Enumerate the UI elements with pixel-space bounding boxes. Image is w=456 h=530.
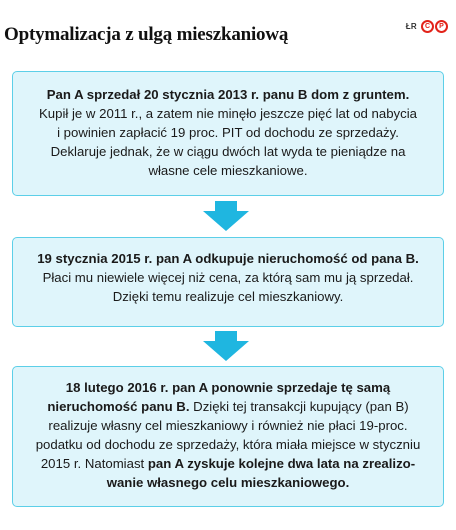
step-1-line-1 — [21, 85, 435, 104]
page-title: Optymalizacja z ulgą mieszkaniową — [4, 24, 289, 45]
step-1-line-5-text: własne cele mieszkaniowe. — [148, 163, 308, 178]
step-1-line-4-text: Deklaruje jednak, że w ciągu dwóch lat wyda te pieniądze na — [50, 144, 406, 159]
logo-letter-c: C — [421, 20, 434, 33]
step-2-line-2 — [21, 268, 435, 287]
step-3-line-6 — [21, 473, 435, 492]
step-2-line-1 — [21, 249, 435, 268]
publisher-logo — [421, 20, 448, 33]
step-3-line-3 — [21, 416, 435, 435]
step-3-line-3-text: realizuje własny cel mieszkaniowy i również nie płaci 19-proc. — [48, 418, 408, 433]
step-2-line-1-bold: 19 stycznia 2015 r. pan A odkupuje nieruchomość od pana B. — [37, 251, 419, 266]
step-box-2 — [12, 237, 444, 327]
step-3-line-2-bold: nieruchomość panu B. — [47, 399, 190, 414]
step-box-1 — [12, 71, 444, 196]
step-1-line-1-bold: Pan A sprzedał 20 stycznia 2013 r. panu B dom z gruntem. — [46, 87, 410, 102]
step-3-line-2 — [21, 397, 435, 416]
step-box-3 — [12, 366, 444, 507]
step-2-line-2-text: Płaci mu niewiele więcej niż cena, za którą sam mu ją sprzedał. — [42, 270, 414, 285]
step-3-line-2-text: Dzięki tej transakcji kupujący (pan B) — [189, 399, 409, 414]
author-initials: ŁR — [405, 22, 417, 31]
down-arrow-icon — [201, 331, 251, 361]
step-2-line-3-text: Dzięki temu realizuje cel mieszkaniowy. — [112, 289, 344, 304]
header — [0, 0, 456, 46]
step-1-line-2-text: Kupił je w 2011 r., a zatem nie minęło jeszcze pięć lat od nabycia — [39, 106, 417, 121]
step-3-line-1-bold: 18 lutego 2016 r. pan A ponownie sprzedaje tę samą — [65, 380, 391, 395]
step-1-line-4 — [21, 142, 435, 161]
step-3-line-4 — [21, 435, 435, 454]
step-3-line-1 — [21, 378, 435, 397]
step-1-line-5 — [21, 161, 435, 180]
step-1-line-2 — [21, 104, 435, 123]
step-3-line-6-bold: wanie własnego celu mieszkaniowego. — [106, 475, 350, 490]
credits — [406, 20, 448, 33]
step-3-line-5-bold: pan A zyskuje kolejne dwa lata na zrealizo- — [147, 456, 416, 471]
step-1-line-3-text: i powinien zapłacić 19 proc. PIT od dochodu ze sprzedaży. — [57, 125, 399, 140]
step-1-line-3 — [21, 123, 435, 142]
step-3-line-5-text: 2015 r. Natomiast — [40, 456, 148, 471]
logo-letter-p: P — [435, 20, 448, 33]
down-arrow-icon — [201, 201, 251, 231]
step-3-line-5 — [21, 454, 435, 473]
step-2-line-3 — [21, 287, 435, 306]
step-3-line-4-text: podatku od dochodu ze sprzedaży, która miała miejsce w styczniu — [35, 437, 421, 452]
